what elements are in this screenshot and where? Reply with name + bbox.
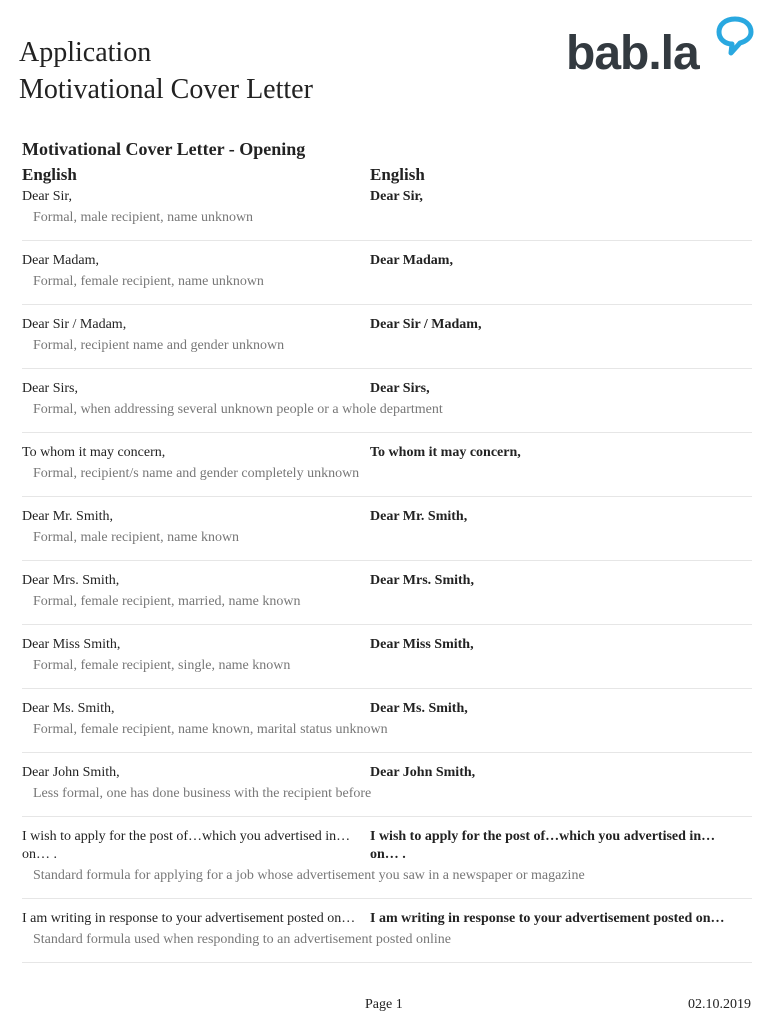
phrase-row: [22, 828, 752, 899]
phrase-row: [22, 380, 752, 433]
speech-bubble-icon: [716, 16, 754, 56]
phrase-translation: Dear Miss Smith,: [370, 637, 474, 652]
phrase-translation: Dear Madam,: [370, 253, 453, 268]
phrase-source: Dear John Smith,: [22, 765, 120, 780]
phrase-usage-note: Formal, recipient/s name and gender completely unknown: [33, 466, 360, 481]
phrase-row: [22, 508, 752, 561]
column-header-left: English: [22, 165, 77, 184]
phrase-usage-note: Formal, female recipient, married, name known: [33, 594, 301, 609]
phrase-source: Dear Madam,: [22, 253, 99, 268]
phrase-usage-note: Formal, recipient name and gender unknown: [33, 338, 285, 353]
section-title: Motivational Cover Letter - Opening: [22, 139, 306, 159]
phrase-source: Dear Miss Smith,: [22, 637, 121, 652]
phrase-usage-note: Formal, female recipient, name unknown: [33, 274, 264, 289]
phrase-source: To whom it may concern,: [22, 445, 166, 460]
phrase-row: [22, 188, 752, 241]
phrase-usage-note: Formal, female recipient, name known, marital status unknown: [33, 722, 388, 737]
phrase-translation: Dear Sir / Madam,: [370, 317, 482, 332]
phrase-row: [22, 700, 752, 753]
phrase-row: [22, 444, 752, 497]
phrase-usage-note: Standard formula used when responding to an advertisement posted online: [33, 932, 451, 947]
phrase-translation: Dear Sirs,: [370, 381, 430, 396]
phrase-translation: Dear Mrs. Smith,: [370, 573, 474, 588]
phrase-translation: Dear Mr. Smith,: [370, 509, 468, 524]
phrase-translation: To whom it may concern,: [370, 445, 521, 460]
column-header-right: English: [370, 165, 425, 184]
phrase-source: I am writing in response to your advertisement posted on…: [22, 911, 356, 926]
phrase-row: [22, 316, 752, 369]
phrase-usage-note: Formal, male recipient, name unknown: [33, 210, 254, 225]
phrase-row: [22, 910, 752, 963]
phrase-source: Dear Sir,: [22, 189, 72, 204]
phrase-usage-note: Standard formula for applying for a job whose advertisement you saw in a newspaper or magazine: [33, 868, 585, 883]
phrase-source: I wish to apply for the post of…which you advertised in…on… .: [22, 829, 351, 862]
title-line-1: Application: [19, 37, 152, 68]
phrase-source: Dear Sir / Madam,: [22, 317, 127, 332]
phrase-usage-note: Formal, male recipient, name known: [33, 530, 240, 545]
babla-logo: [566, 16, 756, 82]
phrase-translation: Dear Ms. Smith,: [370, 701, 468, 716]
page-number: Page 1: [365, 997, 403, 1012]
logo-text: bab.la: [566, 27, 699, 80]
phrase-row: [22, 636, 752, 689]
title-line-2: Motivational Cover Letter: [19, 74, 313, 105]
phrase-list: [0, 188, 770, 974]
phrase-usage-note: Formal, female recipient, single, name known: [33, 658, 291, 673]
phrase-usage-note: Formal, when addressing several unknown people or a whole department: [33, 402, 443, 417]
phrase-row: [22, 764, 752, 817]
phrase-source: Dear Mr. Smith,: [22, 509, 113, 524]
phrase-source: Dear Sirs,: [22, 381, 78, 396]
phrase-translation: Dear Sir,: [370, 189, 423, 204]
phrase-row: [22, 252, 752, 305]
phrase-source: Dear Mrs. Smith,: [22, 573, 120, 588]
phrase-translation: I wish to apply for the post of…which you advertised in…on… .: [370, 829, 716, 862]
phrase-row: [22, 572, 752, 625]
phrase-usage-note: Less formal, one has done business with the recipient before: [33, 786, 372, 801]
document-date: 02.10.2019: [688, 997, 751, 1012]
phrase-source: Dear Ms. Smith,: [22, 701, 115, 716]
document-title: [19, 34, 313, 108]
phrase-translation: Dear John Smith,: [370, 765, 476, 780]
phrase-translation: I am writing in response to your advertisement posted on…: [370, 911, 725, 926]
